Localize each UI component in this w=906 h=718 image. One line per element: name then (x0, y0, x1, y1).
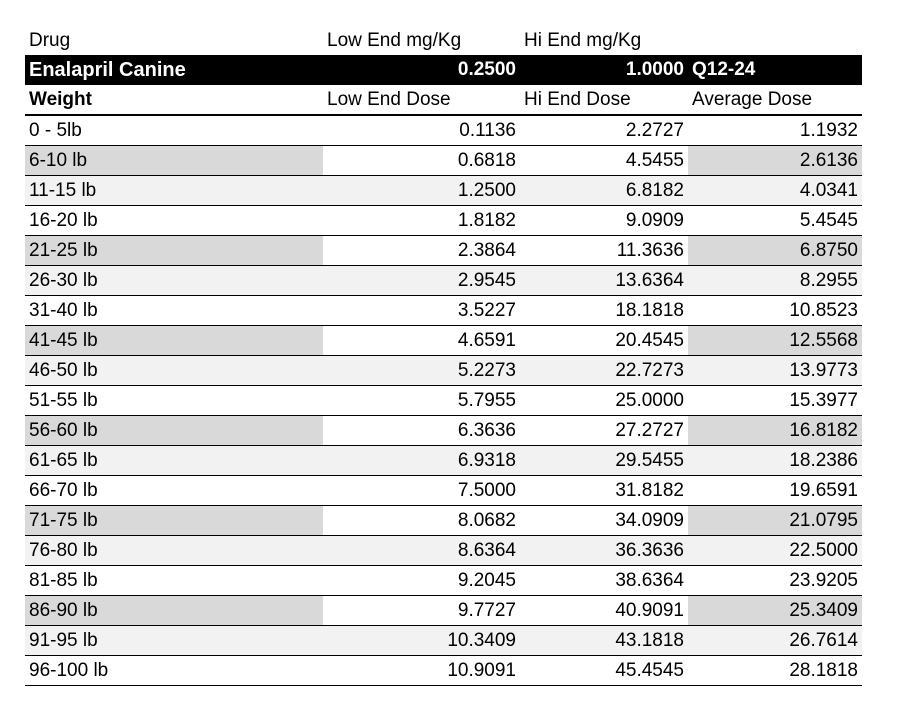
weight-cell: 51-55 lb (25, 386, 323, 415)
low-dose-cell: 9.2045 (457, 569, 516, 591)
table-row (25, 266, 862, 296)
low-dose-cell: 4.6591 (457, 329, 516, 351)
hi-dose-cell: 25.0000 (615, 389, 684, 411)
hi-dose-cell: 22.7273 (520, 356, 688, 385)
col-low-dose: Low End Dose (327, 88, 451, 110)
avg-dose-cell: 21.0795 (688, 506, 862, 535)
hi-dose-cell: 29.5455 (520, 446, 688, 475)
low-end-label: Low End mg/Kg (327, 30, 462, 51)
col-avg-dose: Average Dose (692, 88, 813, 110)
weight-cell: 46-50 lb (25, 356, 323, 385)
weight-cell: 21-25 lb (25, 236, 323, 265)
table-row (25, 146, 862, 176)
low-dose-cell: 9.7727 (457, 599, 516, 621)
drug-frequency: Q12-24 (692, 59, 756, 80)
low-dose-cell: 3.5227 (457, 299, 516, 321)
col-hi-dose: Hi End Dose (524, 88, 631, 110)
table-row (25, 236, 862, 266)
weight-cell: 31-40 lb (25, 296, 323, 325)
table-row (25, 536, 862, 566)
table-row (25, 626, 862, 656)
avg-dose-cell: 18.2386 (688, 446, 862, 475)
weight-cell: 91-95 lb (25, 626, 323, 655)
column-header-row (25, 85, 862, 116)
hi-dose-cell: 6.8182 (520, 176, 688, 205)
avg-dose-cell: 1.1932 (688, 116, 862, 145)
low-dose-cell: 5.7955 (457, 389, 516, 411)
weight-cell: 26-30 lb (25, 266, 323, 295)
avg-dose-cell: 25.3409 (688, 596, 862, 625)
avg-dose-cell: 28.1818 (688, 656, 862, 685)
hi-dose-cell: 2.2727 (625, 119, 684, 141)
low-dose-cell: 2.3864 (457, 239, 516, 261)
hi-dose-cell: 9.0909 (625, 209, 684, 231)
weight-cell: 0 - 5lb (25, 116, 323, 145)
weight-cell: 61-65 lb (25, 446, 323, 475)
avg-dose-cell: 2.6136 (688, 146, 862, 175)
hi-end-label: Hi End mg/Kg (524, 30, 642, 51)
table-row (25, 596, 862, 626)
avg-dose-cell: 13.9773 (688, 356, 862, 385)
hi-dose-cell: 43.1818 (520, 626, 688, 655)
low-dose-cell: 1.2500 (323, 176, 520, 205)
drug-label: Drug (29, 30, 71, 51)
avg-dose-cell: 8.2955 (688, 266, 862, 295)
weight-cell: 6-10 lb (25, 146, 323, 175)
drug-header-row (25, 25, 862, 55)
low-dose-cell: 10.9091 (447, 659, 516, 681)
avg-dose-cell: 10.8523 (688, 296, 862, 325)
low-dose-cell: 6.9318 (323, 446, 520, 475)
table-row (25, 566, 862, 596)
weight-cell: 71-75 lb (25, 506, 323, 535)
col-weight: Weight (29, 88, 92, 110)
dose-table (25, 25, 862, 686)
avg-dose-cell: 16.8182 (688, 416, 862, 445)
table-row (25, 386, 862, 416)
avg-dose-cell: 23.9205 (688, 566, 862, 595)
hi-dose-cell: 34.0909 (615, 509, 684, 531)
drug-name: Enalapril Canine (29, 58, 186, 81)
hi-dose-cell: 27.2727 (615, 419, 684, 441)
table-row (25, 506, 862, 536)
weight-cell: 41-45 lb (25, 326, 323, 355)
avg-dose-cell: 26.7614 (688, 626, 862, 655)
low-dose-cell: 7.5000 (457, 479, 516, 501)
low-dose-cell: 5.2273 (323, 356, 520, 385)
low-dose-cell: 8.0682 (457, 509, 516, 531)
table-row (25, 116, 862, 146)
header-empty-cell (688, 25, 862, 55)
table-row (25, 476, 862, 506)
low-dose-cell: 0.6818 (457, 149, 516, 171)
low-dose-cell: 8.6364 (323, 536, 520, 565)
avg-dose-cell: 19.6591 (688, 476, 862, 505)
avg-dose-cell: 12.5568 (688, 326, 862, 355)
weight-cell: 81-85 lb (25, 566, 323, 595)
hi-dose-cell: 36.3636 (520, 536, 688, 565)
drug-low-end: 0.2500 (457, 59, 516, 80)
low-dose-cell: 0.1136 (459, 119, 516, 141)
low-dose-cell: 10.3409 (323, 626, 520, 655)
drug-hi-end: 1.0000 (625, 59, 684, 80)
weight-cell: 86-90 lb (25, 596, 323, 625)
hi-dose-cell: 18.1818 (615, 299, 684, 321)
avg-dose-cell: 22.5000 (688, 536, 862, 565)
hi-dose-cell: 40.9091 (615, 599, 684, 621)
low-dose-cell: 1.8182 (457, 209, 516, 231)
weight-cell: 56-60 lb (25, 416, 323, 445)
avg-dose-cell: 5.4545 (688, 206, 862, 235)
table-row (25, 656, 862, 686)
weight-cell: 11-15 lb (25, 176, 323, 205)
hi-dose-cell: 20.4545 (615, 329, 684, 351)
table-row (25, 416, 862, 446)
table-row (25, 176, 862, 206)
table-row (25, 356, 862, 386)
table-row (25, 296, 862, 326)
hi-dose-cell: 45.4545 (615, 659, 684, 681)
weight-cell: 16-20 lb (25, 206, 323, 235)
hi-dose-cell: 31.8182 (615, 479, 684, 501)
low-dose-cell: 2.9545 (323, 266, 520, 295)
table-row (25, 446, 862, 476)
avg-dose-cell: 6.8750 (688, 236, 862, 265)
table-body (25, 116, 862, 686)
weight-cell: 76-80 lb (25, 536, 323, 565)
avg-dose-cell: 15.3977 (688, 386, 862, 415)
drug-row (25, 55, 862, 85)
low-dose-cell: 6.3636 (457, 419, 516, 441)
hi-dose-cell: 13.6364 (520, 266, 688, 295)
hi-dose-cell: 4.5455 (625, 149, 684, 171)
table-row (25, 326, 862, 356)
weight-cell: 66-70 lb (25, 476, 323, 505)
table-row (25, 206, 862, 236)
hi-dose-cell: 38.6364 (615, 569, 684, 591)
hi-dose-cell: 11.3636 (616, 239, 684, 261)
weight-cell: 96-100 lb (25, 656, 323, 685)
avg-dose-cell: 4.0341 (688, 176, 862, 205)
